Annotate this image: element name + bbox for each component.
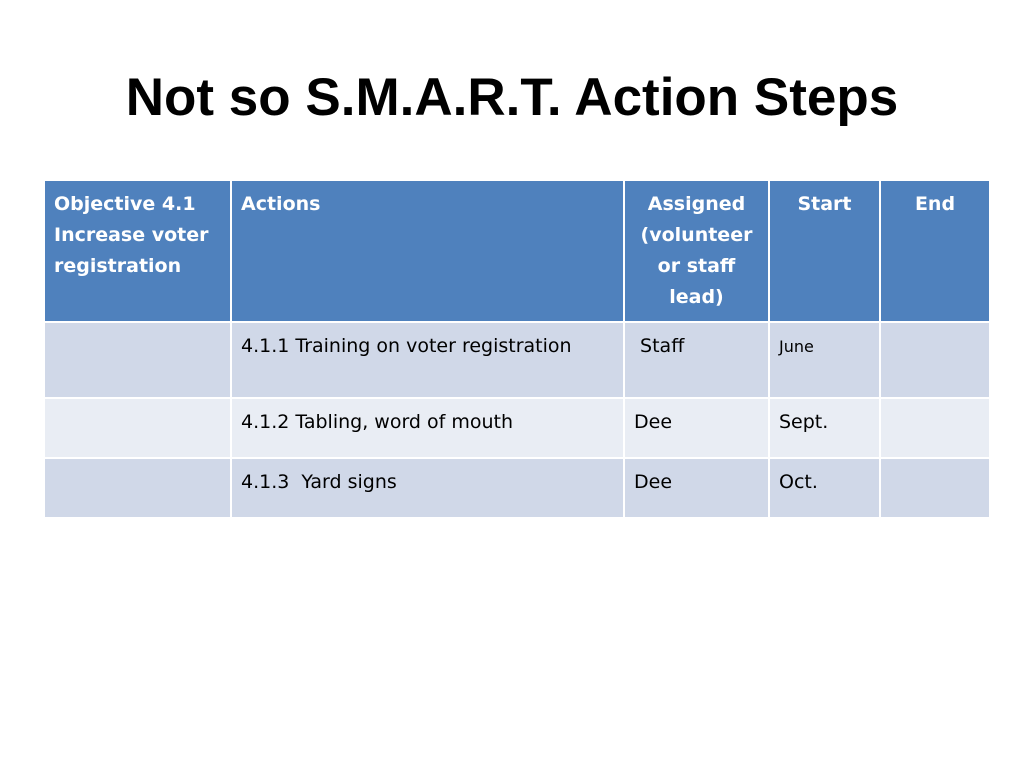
cell-assigned: Dee (624, 458, 769, 518)
header-start: Start (769, 180, 880, 322)
cell-end (880, 322, 990, 398)
slide-title: Not so S.M.A.R.T. Action Steps (125, 68, 899, 127)
header-actions: Actions (231, 180, 624, 322)
cell-start: Sept. (769, 398, 880, 458)
cell-objective (44, 322, 231, 398)
cell-end (880, 398, 990, 458)
cell-action: 4.1.2 Tabling, word of mouth (231, 398, 624, 458)
table-row (44, 322, 990, 398)
action-steps-table (43, 179, 991, 519)
table-header-row (44, 180, 990, 322)
cell-objective (44, 398, 231, 458)
cell-start: Oct. (769, 458, 880, 518)
header-objective: Objective 4.1 Increase voter registration (44, 180, 231, 322)
header-end: End (880, 180, 990, 322)
cell-assigned: Dee (624, 398, 769, 458)
cell-objective (44, 458, 231, 518)
table-row (44, 458, 990, 518)
cell-start: June (769, 322, 880, 398)
cell-action: 4.1.3 Yard signs (231, 458, 624, 518)
cell-action: 4.1.1 Training on voter registration (231, 322, 624, 398)
cell-assigned: Staff (624, 322, 769, 398)
cell-end (880, 458, 990, 518)
header-assigned: Assigned (volunteer or staff lead) (624, 180, 769, 322)
table-row (44, 398, 990, 458)
